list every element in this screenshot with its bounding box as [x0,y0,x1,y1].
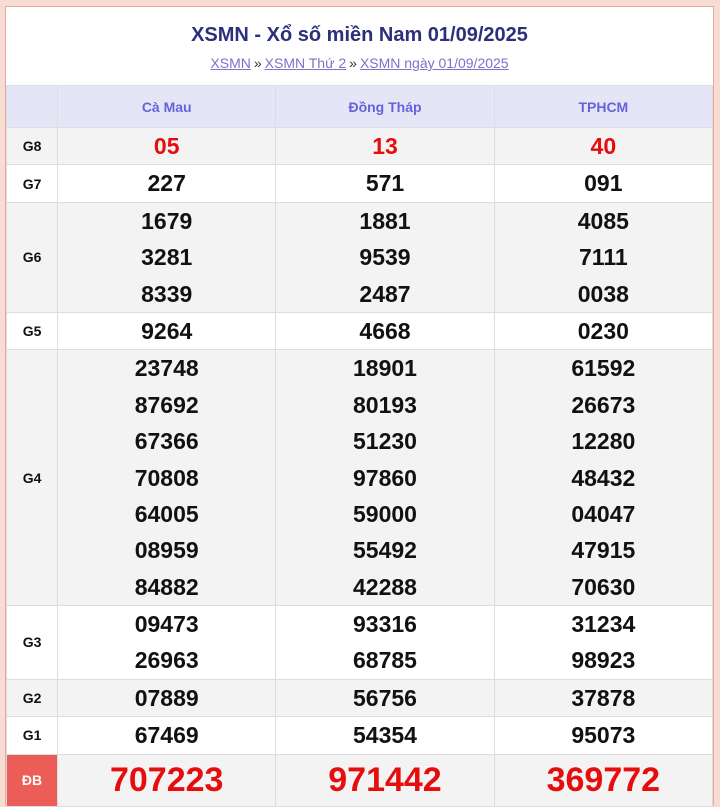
prize-row-g4 [7,350,713,606]
prize-number: 54354 [353,722,417,749]
breadcrumb-link-xsmn[interactable]: XSMN [210,55,251,71]
prize-number: 47915 [571,537,636,564]
prize-row-db [7,754,713,806]
prize-number: 84882 [134,573,199,600]
prize-cell [58,312,276,349]
prize-label: G4 [7,350,58,606]
province-header-dong-thap[interactable]: Đồng Tháp [276,86,494,128]
prize-number: 18901 [353,355,417,382]
prize-row-g8 [7,128,713,165]
prize-row-g6 [7,202,713,312]
prize-number: 26963 [134,647,199,674]
prize-label: ĐB [7,754,58,806]
prize-cell [494,350,712,606]
prize-number: 4085 [577,207,629,234]
prize-number: 98923 [571,647,636,674]
breadcrumb-link-date[interactable]: XSMN ngày 01/09/2025 [359,55,509,71]
prize-number: 571 [365,170,405,197]
prize-cell [58,165,276,202]
corner-cell [7,86,58,128]
prize-cell [58,128,276,165]
prize-cell [494,717,712,754]
prize-label: G5 [7,312,58,349]
prize-cell [276,128,494,165]
province-header-ca-mau[interactable]: Cà Mau [58,86,276,128]
prize-number: 12280 [571,428,636,455]
prize-number: 51230 [353,428,417,455]
province-header-tphcm[interactable]: TPHCM [494,86,712,128]
prize-number: 67366 [134,428,199,455]
prize-number: 07889 [134,684,199,711]
prize-cell [58,202,276,312]
prize-number: 227 [147,170,186,197]
prize-number: 13 [372,133,398,159]
prize-label: G2 [7,679,58,716]
prize-number: 2487 [359,280,411,307]
prize-cell [494,128,712,165]
breadcrumb [6,55,713,71]
results-table [6,85,713,807]
prize-row-g5 [7,312,713,349]
prize-number: 40 [590,133,617,159]
prize-number: 31234 [571,611,636,638]
prize-label: G8 [7,128,58,165]
prize-cell [494,606,712,680]
prize-number: 8339 [141,280,193,307]
prize-number: 23748 [134,355,199,382]
prize-number: 369772 [546,760,661,799]
prize-cell [276,312,494,349]
prize-number: 56756 [353,684,417,711]
prize-number: 7111 [579,244,628,271]
prize-row-g7 [7,165,713,202]
prize-number: 67469 [134,722,199,749]
prize-cell [276,165,494,202]
prize-cell [58,606,276,680]
prize-number: 59000 [353,500,417,527]
breadcrumb-separator: » [349,55,357,71]
prize-number: 87692 [134,391,199,418]
prize-number: 80193 [353,391,417,418]
prize-cell [494,312,712,349]
prize-number: 42288 [353,573,417,600]
prize-cell [276,754,494,806]
prize-cell [494,202,712,312]
prize-row-g3 [7,606,713,680]
prize-cell [276,679,494,716]
prize-number: 93316 [353,611,417,638]
prize-cell [494,679,712,716]
prize-number: 04047 [571,500,636,527]
prize-number: 08959 [134,537,199,564]
prize-cell [276,350,494,606]
prize-number: 97860 [353,464,417,491]
breadcrumb-separator: » [253,55,262,71]
prize-number: 09473 [134,611,199,638]
prize-number: 4668 [359,317,411,344]
breadcrumb-link-weekday[interactable]: XSMN Thứ 2 [264,55,347,71]
prize-cell [276,202,494,312]
prize-number: 64005 [134,500,199,527]
prize-label: G7 [7,165,58,202]
prize-cell [58,350,276,606]
prize-cell [494,165,712,202]
prize-number: 1881 [359,207,411,234]
prize-number: 9264 [141,317,193,344]
prize-number: 971442 [328,760,442,799]
prize-cell [494,754,712,806]
prize-number: 0038 [577,280,629,307]
prize-cell [58,717,276,754]
prize-cell [58,754,276,806]
prize-number: 55492 [353,537,417,564]
prize-number: 61592 [571,355,636,382]
prize-cell [58,679,276,716]
prize-label: G1 [7,717,58,754]
prize-number: 3281 [141,244,193,271]
prize-label: G3 [7,606,58,680]
prize-number: 05 [153,133,180,159]
prize-cell [276,717,494,754]
results-header [6,7,713,85]
prize-number: 1679 [141,207,193,234]
prize-number: 70630 [571,573,636,600]
province-header-row [7,86,713,128]
prize-label: G6 [7,202,58,312]
prize-row-g2 [7,679,713,716]
prize-row-g1 [7,717,713,754]
page-title: XSMN - Xổ số miền Nam 01/09/2025 [191,24,528,46]
prize-number: 091 [584,170,623,197]
prize-number: 68785 [353,647,417,674]
prize-number: 707223 [109,760,224,799]
prize-rows [7,128,713,807]
prize-cell [276,606,494,680]
prize-number: 26673 [571,391,636,418]
prize-number: 70808 [134,464,199,491]
prize-number: 37878 [571,684,636,711]
prize-number: 48432 [571,464,636,491]
results-card [5,6,714,806]
prize-number: 0230 [577,317,629,344]
prize-number: 95073 [571,722,636,749]
prize-number: 9539 [359,244,411,271]
